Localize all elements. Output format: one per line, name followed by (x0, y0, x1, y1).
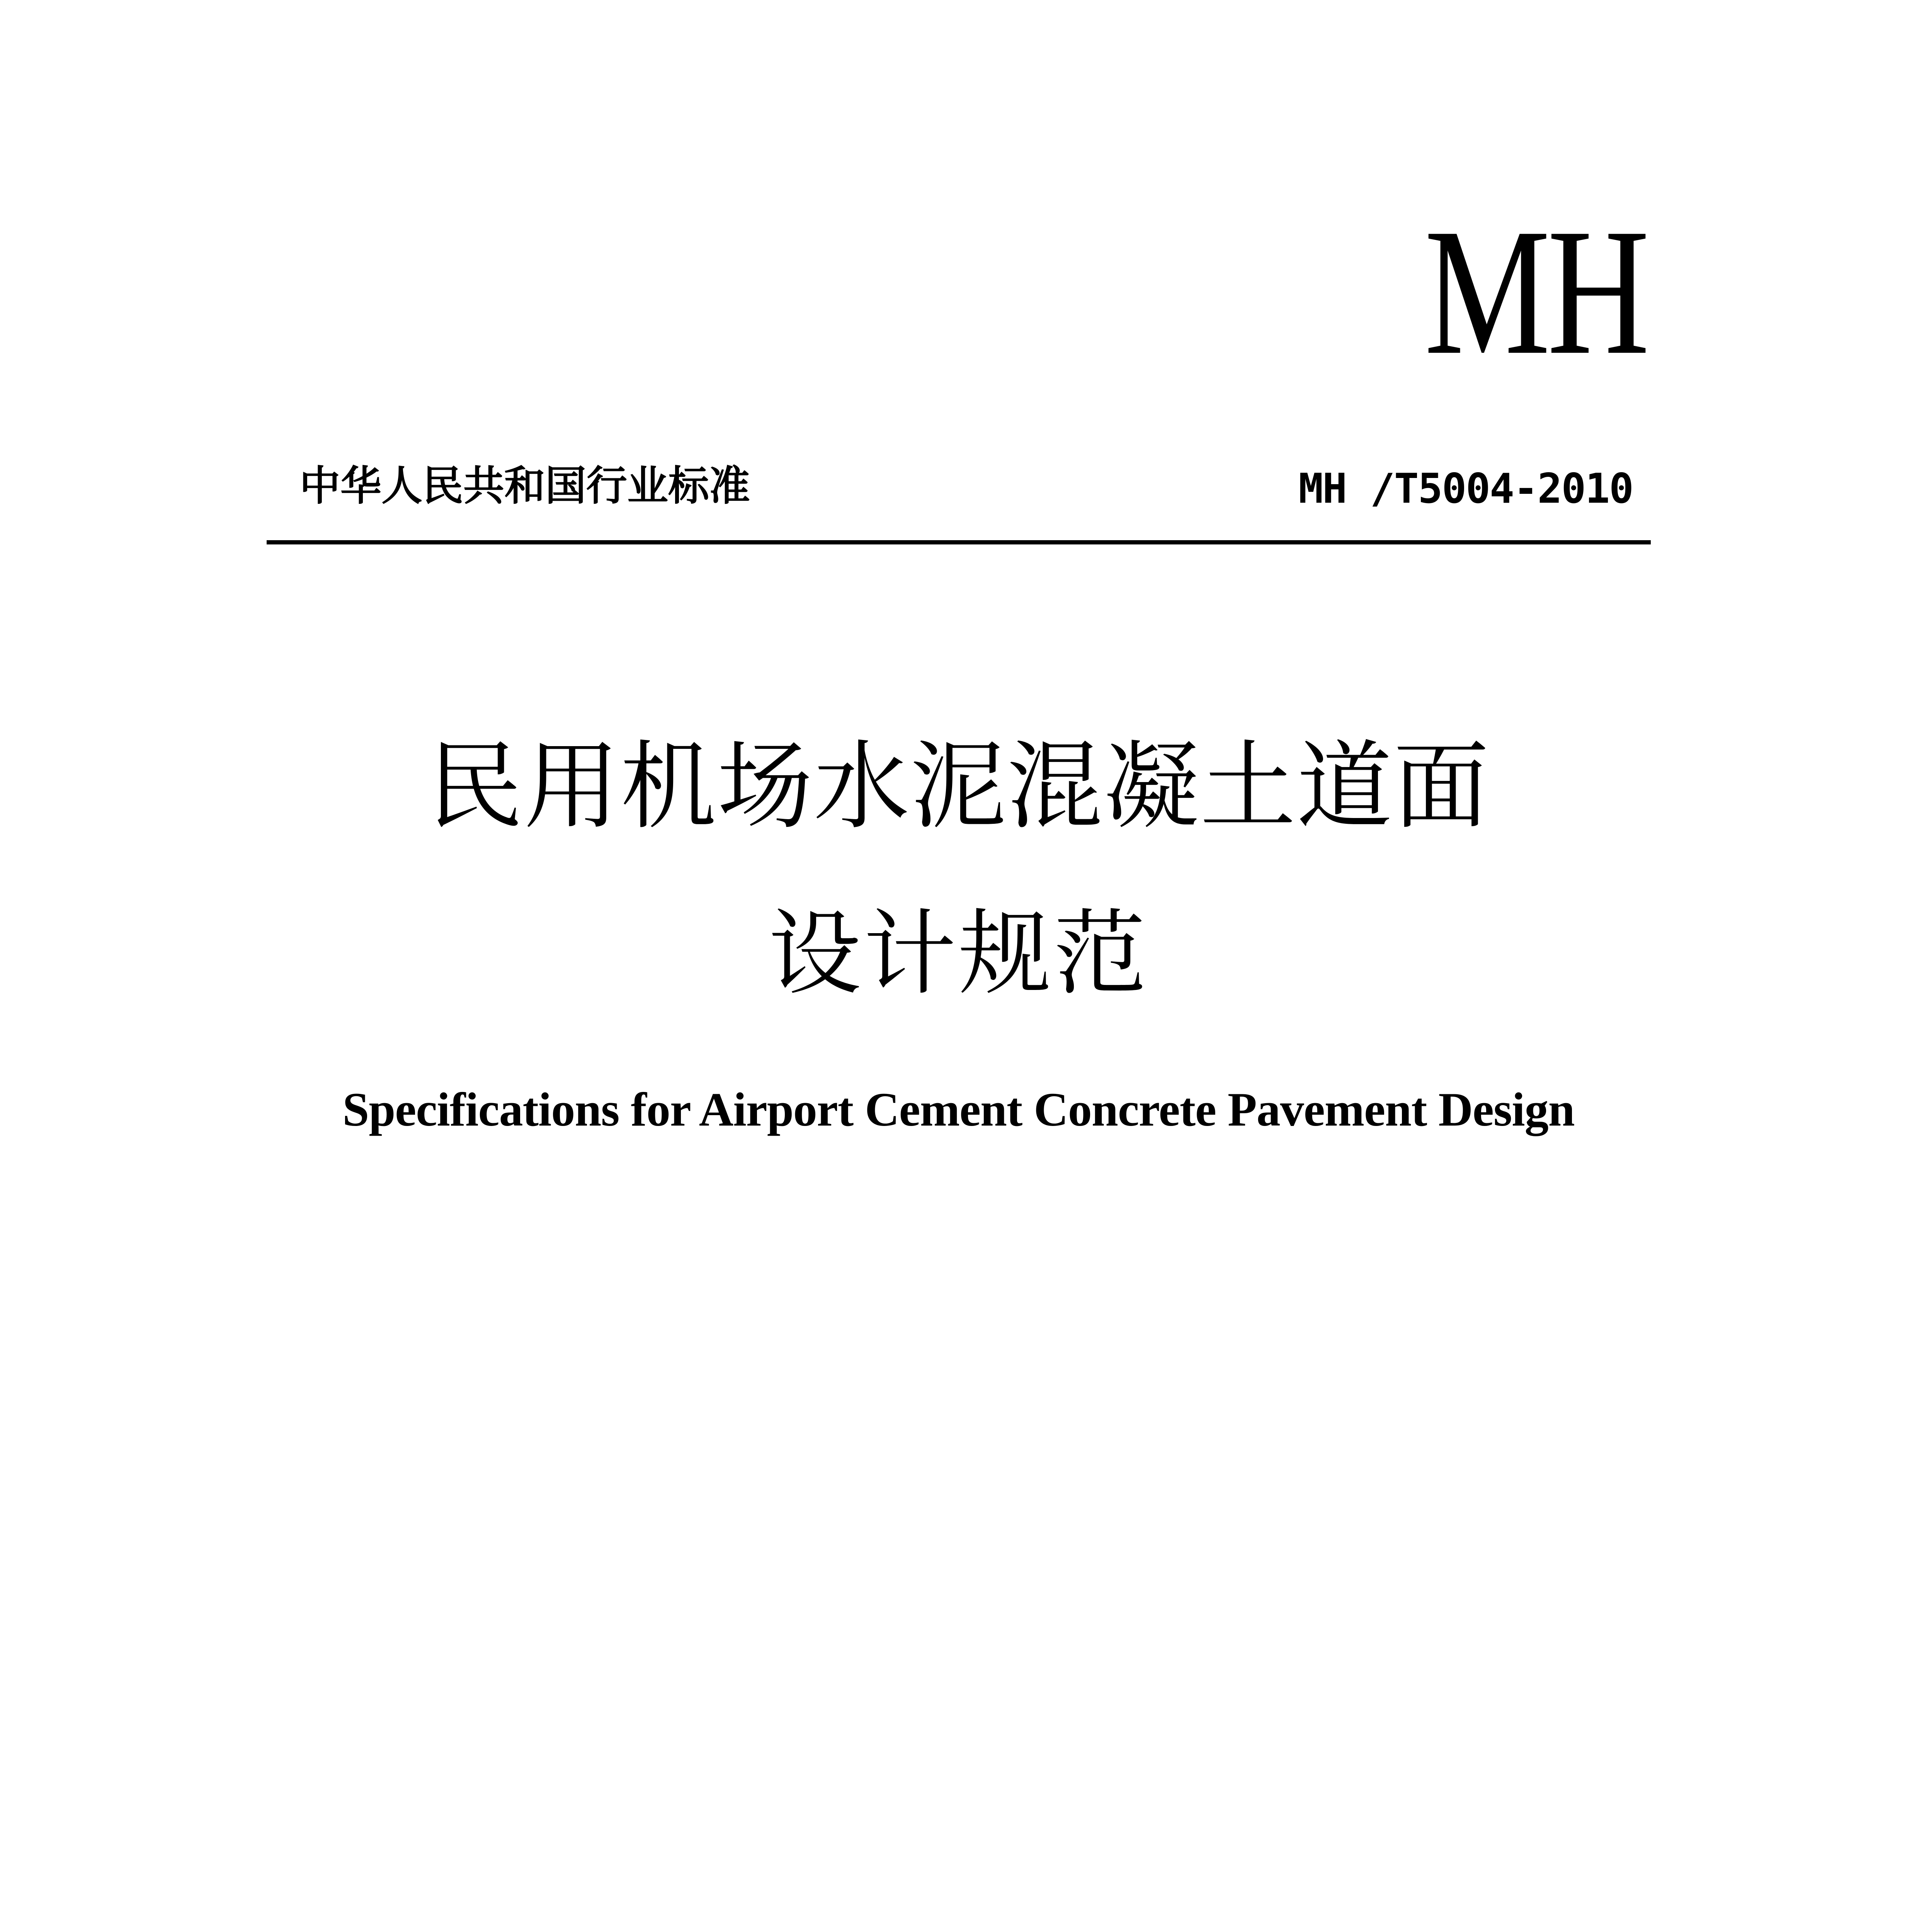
document-title-line-1: 民用机场水泥混凝土道面 (427, 731, 1490, 842)
document-title-line-2: 设计规范 (768, 900, 1149, 1008)
mh-standard-logo: MH (1424, 191, 1647, 392)
header-divider (267, 540, 1651, 544)
standard-code: MH /T5004-2010 (1298, 465, 1633, 512)
document-title-english: Specifications for Airport Cement Concrete Pavement Design (342, 1083, 1575, 1136)
standard-category: 中华人民共和国行业标准 (299, 462, 750, 510)
